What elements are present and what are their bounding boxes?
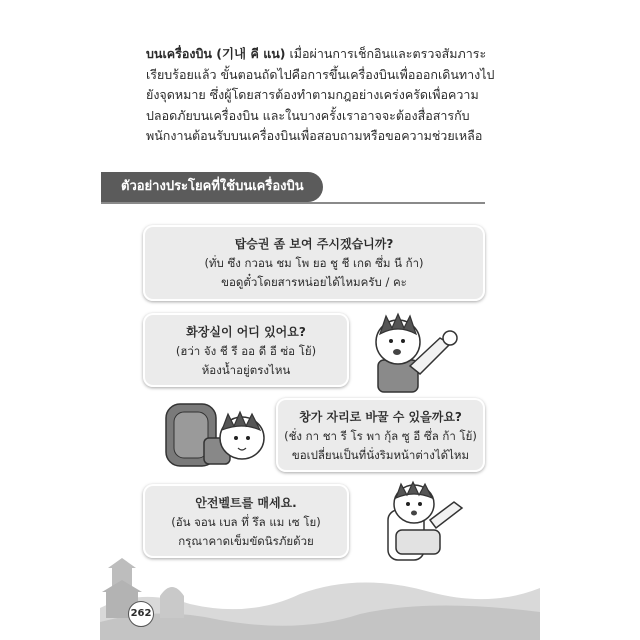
intro-text: เมื่อผ่านการเช็กอินและตรวจสัมภาระเรียบร้อยแล้ว ขั้นตอนถัดไปคือการขึ้นเครื่องบินเพื่อออกเดินทางไปยังจุดหมาย ซึ่งผู้โดยสารต้องทำตามกฎอย่างเคร่งครัดเพื่อความปลอดภัยบนเครื่องบิน และในบางครั้งเราอาจจะต้องสื่อสารกับพนักงานต้อนรับบนเครื่องบินเพื่อสอบถามหรือขอความช่วยเหลือ bbox=[146, 46, 495, 143]
phrase-korean: 창가 자리로 바꿀 수 있을까요? bbox=[299, 410, 462, 424]
page-number: 262 bbox=[128, 601, 154, 627]
section-title-banner bbox=[101, 172, 323, 202]
intro-paragraph bbox=[146, 44, 498, 147]
phrase-box-2 bbox=[143, 313, 349, 387]
section-divider bbox=[101, 202, 485, 204]
phrase-korean: 탑승권 좀 보여 주시겠습니까? bbox=[234, 237, 394, 251]
section-title: ตัวอย่างประโยคที่ใช้บนเครื่องบิน bbox=[121, 179, 304, 194]
intro-keyword: บนเครื่องบิน (기내 คี แน) bbox=[146, 46, 286, 61]
phrase-thai: กรุณาคาดเข็มขัดนิรภัยด้วย bbox=[178, 534, 314, 548]
landscape-decoration bbox=[100, 548, 540, 640]
phrase-korean: 안전벨트를 매세요. bbox=[195, 496, 297, 510]
character-pointing-illustration bbox=[370, 308, 470, 394]
phrase-box-4 bbox=[143, 484, 349, 558]
phrase-reading: (ชั่ง กา ชา รี โร พา กุ้ล ซู อี ซึ่ล ก้า โย้) bbox=[284, 429, 477, 443]
phrase-thai: ห้องน้ำอยู่ตรงไหน bbox=[201, 363, 291, 377]
character-seat-illustration bbox=[160, 398, 272, 474]
phrase-reading: (ฮว่า จัง ชี รี ออ ดี อี ซ่อ โย้) bbox=[175, 344, 317, 358]
phrase-thai: ขอเปลี่ยนเป็นที่นั่งริมหน้าต่างได้ไหม bbox=[291, 448, 470, 462]
phrase-box-3 bbox=[276, 398, 485, 472]
phrase-korean: 화장실이 어디 있어요? bbox=[186, 325, 306, 339]
phrase-reading: (ทั่บ ซึง กวอน ชม โพ ยอ ชู ชี เกด ซึ่ม นี ก้า) bbox=[204, 256, 424, 270]
phrase-box-1 bbox=[143, 225, 485, 301]
phrase-reading: (อัน จอน เบล ทึ่ รึล แม เซ โย) bbox=[171, 515, 321, 529]
phrase-thai: ขอดูตั๋วโดยสารหน่อยได้ไหมครับ / คะ bbox=[221, 275, 407, 289]
